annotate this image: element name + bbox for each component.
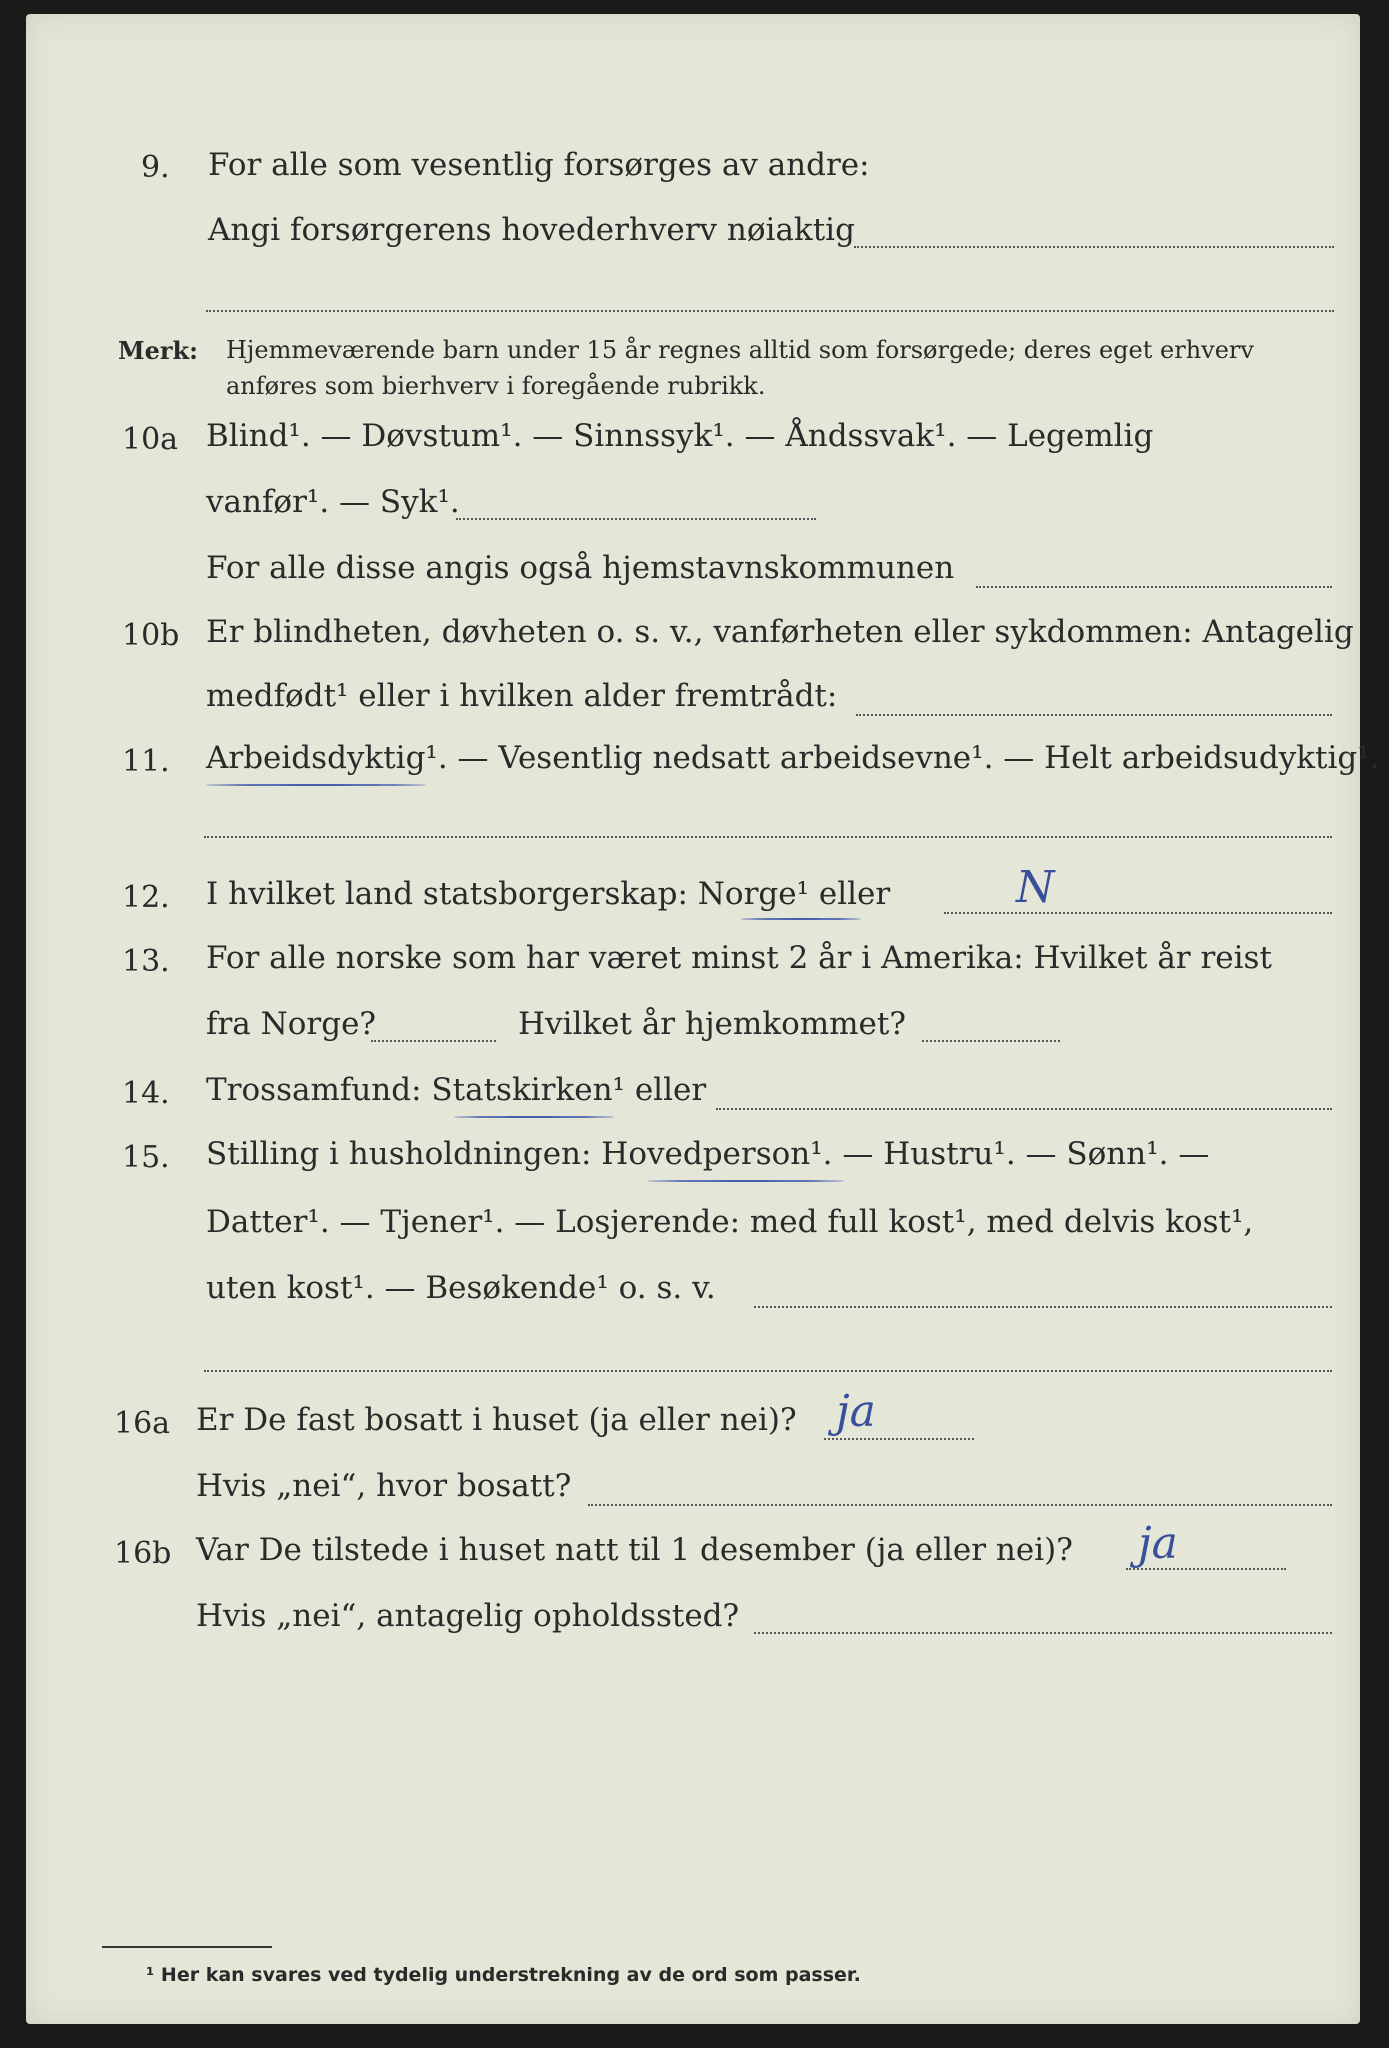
item-16a-line1: Er De fast bosatt i huset (ja eller nei)?	[196, 1402, 797, 1438]
item-10b-line1: Er blindheten, døvheten o. s. v., vanførheten eller sykdommen: Antagelig	[206, 614, 1354, 650]
item-13-line2a: fra Norge?	[206, 1006, 377, 1042]
item-13-hjemkommet-line[interactable]	[922, 1040, 1060, 1042]
item-16a-line2: Hvis „nei“, hvor bosatt?	[196, 1468, 572, 1504]
census-form-page	[26, 14, 1380, 2024]
item-14-line1: Trossamfund: Statskirken¹ eller	[206, 1072, 707, 1108]
item-16a-handwritten-answer: ja	[836, 1386, 876, 1437]
item-12-answer-line[interactable]	[944, 912, 1332, 914]
item-12-handwritten-answer: N	[1016, 862, 1055, 913]
item-13-number: 13.	[122, 944, 170, 979]
item-9-number: 9.	[141, 150, 170, 185]
item-15-answer-line-2[interactable]	[204, 1370, 1332, 1372]
item-10a-line3: For alle disse angis også hjemstavnskommunen	[206, 550, 955, 586]
merk-line2: anføres som bierhverv i foregående rubrikk.	[226, 372, 766, 400]
merk-label: Merk:	[118, 336, 198, 365]
item-16b-handwritten-answer: ja	[1138, 1518, 1178, 1569]
item-15-line1: Stilling i husholdningen: Hovedperson¹. — Hustru¹. — Sønn¹. —	[206, 1136, 1210, 1172]
item-15-answer-line[interactable]	[754, 1306, 1332, 1308]
item-10b-line2: medfødt¹ eller i hvilken alder fremtrådt:	[206, 678, 838, 714]
item-16b-line1: Var De tilstede i huset natt til 1 desember (ja eller nei)?	[196, 1532, 1073, 1568]
item-13-reist-line[interactable]	[371, 1040, 496, 1042]
item-14-answer-line[interactable]	[716, 1108, 1332, 1110]
item-10a-line2: vanfør¹. — Syk¹.	[206, 484, 460, 520]
item-11-line1: Arbeidsdyktig¹. — Vesentlig nedsatt arbeidsevne¹. — Helt arbeidsudyktig¹.	[206, 740, 1380, 776]
item-10a-number: 10a	[122, 422, 179, 457]
item-9-line2: Angi forsørgerens hovederhverv nøiaktig	[208, 212, 855, 248]
item-11-underline-arbeidsdyktig	[206, 784, 426, 786]
item-14-number: 14.	[122, 1076, 170, 1111]
item-16b-answer-line[interactable]	[1126, 1568, 1286, 1570]
footnote-rule	[102, 1946, 272, 1948]
item-16b-opholdssted-line[interactable]	[754, 1632, 1332, 1634]
item-16b-number: 16b	[114, 1536, 172, 1571]
item-12-number: 12.	[122, 880, 170, 915]
footnote-text: ¹ Her kan svares ved tydelig understrekning av de ord som passer.	[146, 1964, 861, 1986]
item-10a-answer-line[interactable]	[456, 518, 816, 520]
item-13-line1: For alle norske som har været minst 2 år i Amerika: Hvilket år reist	[206, 940, 1272, 976]
item-16b-line2: Hvis „nei“, antagelig opholdssted?	[196, 1598, 740, 1634]
item-16a-answer-line[interactable]	[824, 1438, 974, 1440]
item-14-underline-statskirken	[454, 1116, 614, 1118]
item-15-line2: Datter¹. — Tjener¹. — Losjerende: med full kost¹, med delvis kost¹,	[206, 1204, 1254, 1240]
item-16a-number: 16a	[114, 1406, 171, 1441]
merk-line1: Hjemmeværende barn under 15 år regnes alltid som forsørgede; deres eget erhverv	[226, 336, 1254, 364]
item-9-answer-line[interactable]	[854, 246, 1334, 248]
item-10b-answer-line[interactable]	[856, 714, 1332, 716]
item-11-number: 11.	[122, 744, 170, 779]
item-15-number: 15.	[122, 1140, 170, 1175]
item-10a-hjemstavn-line[interactable]	[976, 586, 1332, 588]
item-16a-bosatt-line[interactable]	[588, 1504, 1332, 1506]
item-12-underline-norge	[741, 918, 861, 920]
item-12-line1: I hvilket land statsborgerskap: Norge¹ eller	[206, 876, 891, 912]
item-15-underline-hovedperson	[648, 1180, 844, 1182]
item-9-line1: For alle som vesentlig forsørges av andre:	[208, 147, 870, 183]
item-9-answer-line-2[interactable]	[206, 310, 1334, 312]
item-11-answer-line[interactable]	[204, 836, 1332, 838]
item-13-line2b: Hvilket år hjemkommet?	[518, 1006, 906, 1042]
item-10b-number: 10b	[122, 618, 180, 653]
item-15-line3: uten kost¹. — Besøkende¹ o. s. v.	[206, 1270, 716, 1306]
item-10a-line1: Blind¹. — Døvstum¹. — Sinnssyk¹. — Åndssvak¹. — Legemlig	[206, 418, 1154, 454]
